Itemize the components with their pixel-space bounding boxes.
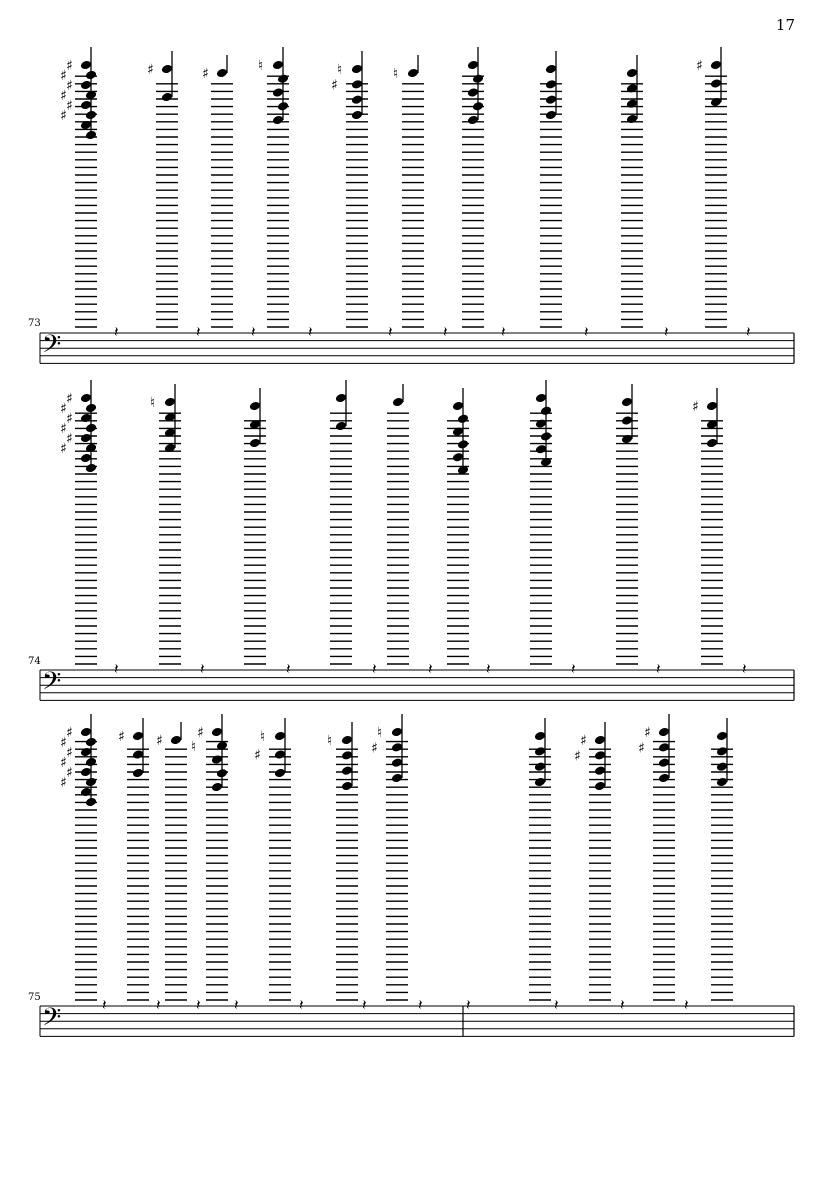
rest-icon: 𝄽 [362,996,367,1014]
notehead [594,781,606,792]
sharp-icon: ♯ [118,729,125,745]
notehead [272,60,284,71]
notehead [716,761,728,772]
notehead [274,768,286,779]
sharp-icon: ♯ [66,98,73,114]
sharp-icon: ♯ [66,391,73,407]
notehead [211,754,223,765]
notehead [132,731,144,742]
sharp-icon: ♯ [197,725,204,741]
notehead [716,731,728,742]
rest-icon: 𝄽 [443,323,448,341]
natural-icon: ♮ [191,738,197,755]
notehead [272,87,284,98]
notehead [80,80,92,91]
notehead [621,415,633,426]
notehead [391,742,403,753]
rest-icon: 𝄽 [742,660,747,678]
rest-icon: 𝄽 [486,660,491,678]
page-number: 17 [775,16,795,34]
notehead [710,78,722,89]
notehead [80,393,92,404]
notehead [132,749,144,760]
notehead [351,64,363,75]
notehead [534,746,546,757]
rest-icon: 𝄽 [196,323,201,341]
rest-icon: 𝄽 [114,660,119,678]
notehead [545,110,557,121]
sharp-icon: ♯ [60,401,67,417]
rest-icon: 𝄽 [466,996,471,1014]
rest-icon: 𝄽 [196,996,201,1014]
rest-icon: 𝄽 [388,323,393,341]
rest-icon: 𝄽 [428,660,433,678]
rest-icon: 𝄽 [584,323,589,341]
notehead [452,401,464,412]
sharp-icon: ♯ [60,775,67,791]
notehead [535,444,547,455]
notehead [80,100,92,111]
notehead [706,438,718,449]
notehead [391,757,403,768]
natural-icon: ♮ [393,66,399,82]
notehead [211,727,223,738]
notehead [391,773,403,784]
sharp-icon: ♯ [66,58,73,74]
notehead [594,735,606,746]
notehead [658,773,670,784]
notehead [80,60,92,71]
notehead [351,79,363,90]
notehead [351,94,363,105]
notehead [710,60,722,71]
notehead [716,777,728,788]
sharp-icon: ♯ [202,66,209,82]
rest-icon: 𝄽 [684,996,689,1014]
measure-number-75: 75 [28,992,41,1003]
sharp-icon: ♯ [574,748,581,765]
rest-icon: 𝄽 [114,323,119,341]
notehead [249,401,261,412]
notehead [621,434,633,445]
notehead [80,453,92,464]
sharp-icon: ♯ [60,421,67,437]
measure-number-73: 73 [28,318,41,329]
notehead [594,750,606,761]
notehead [534,761,546,772]
notehead [626,114,638,125]
notehead [710,97,722,108]
natural-icon: ♮ [377,725,383,741]
notehead [545,94,557,105]
notehead [272,115,284,126]
sharp-icon: ♯ [60,68,67,84]
sharp-icon: ♯ [66,765,73,781]
rest-icon: 𝄽 [418,996,423,1014]
notehead [467,60,479,71]
rest-icon: 𝄽 [102,996,107,1014]
natural-icon: ♮ [337,62,343,78]
notehead [658,757,670,768]
natural-icon: ♮ [327,733,333,749]
sharp-icon: ♯ [331,77,338,94]
notehead [341,750,353,761]
notehead [80,727,92,738]
notehead [80,413,92,424]
sharp-icon: ♯ [66,725,73,741]
notehead [80,433,92,444]
sharp-icon: ♯ [60,755,67,771]
natural-icon: ♮ [150,395,156,411]
sharp-icon: ♯ [66,411,73,427]
rest-icon: 𝄽 [308,323,313,341]
notehead [716,746,728,757]
notehead [161,92,173,103]
bass-clef-icon: 𝄢 [42,667,62,702]
notehead [467,87,479,98]
notehead [545,79,557,90]
bass-clef-icon: 𝄢 [42,330,62,365]
notehead [335,393,347,404]
notehead [351,110,363,121]
sharp-icon: ♯ [66,431,73,447]
notehead [392,397,404,408]
notehead [626,98,638,109]
notehead [534,731,546,742]
measure-number-74: 74 [28,656,41,667]
notehead [161,64,173,75]
rest-icon: 𝄽 [156,996,161,1014]
sharp-icon: ♯ [696,58,703,74]
sharp-icon: ♯ [60,735,67,751]
sharp-icon: ♯ [254,747,261,764]
sharp-icon: ♯ [66,745,73,761]
notehead [706,401,718,412]
rest-icon: 𝄽 [571,660,576,678]
notehead [274,731,286,742]
notehead [341,765,353,776]
notehead [170,735,182,746]
sharp-icon: ♯ [638,740,645,757]
rest-icon: 𝄽 [234,996,239,1014]
notehead [452,452,464,463]
notehead [407,68,419,79]
notehead [658,742,670,753]
notehead [335,421,347,432]
notehead [545,64,557,75]
sharp-icon: ♯ [60,108,67,124]
notehead [216,68,228,79]
sharp-icon: ♯ [66,78,73,94]
rest-icon: 𝄽 [664,323,669,341]
sharp-icon: ♯ [644,725,651,741]
natural-icon: ♮ [260,729,266,745]
notehead [535,393,547,404]
notehead [391,727,403,738]
rest-icon: 𝄽 [620,996,625,1014]
notehead [274,749,286,760]
natural-icon: ♮ [258,58,264,74]
notehead [80,747,92,758]
rest-icon: 𝄽 [554,996,559,1014]
notehead [341,735,353,746]
sharp-icon: ♯ [371,740,378,757]
notehead [249,438,261,449]
notehead [467,115,479,126]
sharp-icon: ♯ [692,399,699,415]
rest-icon: 𝄽 [251,323,256,341]
notehead [621,397,633,408]
rest-icon: 𝄽 [200,660,205,678]
sharp-icon: ♯ [156,733,163,749]
sharp-icon: ♯ [580,733,587,749]
rest-icon: 𝄽 [372,660,377,678]
notehead [535,418,547,429]
notehead [594,765,606,776]
notehead [534,777,546,788]
notehead [658,727,670,738]
sharp-icon: ♯ [60,88,67,104]
notehead [80,787,92,798]
rest-icon: 𝄽 [746,323,751,341]
notehead [341,781,353,792]
bass-clef-icon: 𝄢 [42,1003,62,1038]
rest-icon: 𝄽 [656,660,661,678]
sharp-icon: ♯ [60,441,67,457]
notehead [164,397,176,408]
notehead [132,768,144,779]
notehead [211,782,223,793]
rest-icon: 𝄽 [299,996,304,1014]
rest-icon: 𝄽 [286,660,291,678]
notehead [626,68,638,79]
rest-icon: 𝄽 [501,323,506,341]
notehead [80,767,92,778]
sharp-icon: ♯ [147,62,154,78]
